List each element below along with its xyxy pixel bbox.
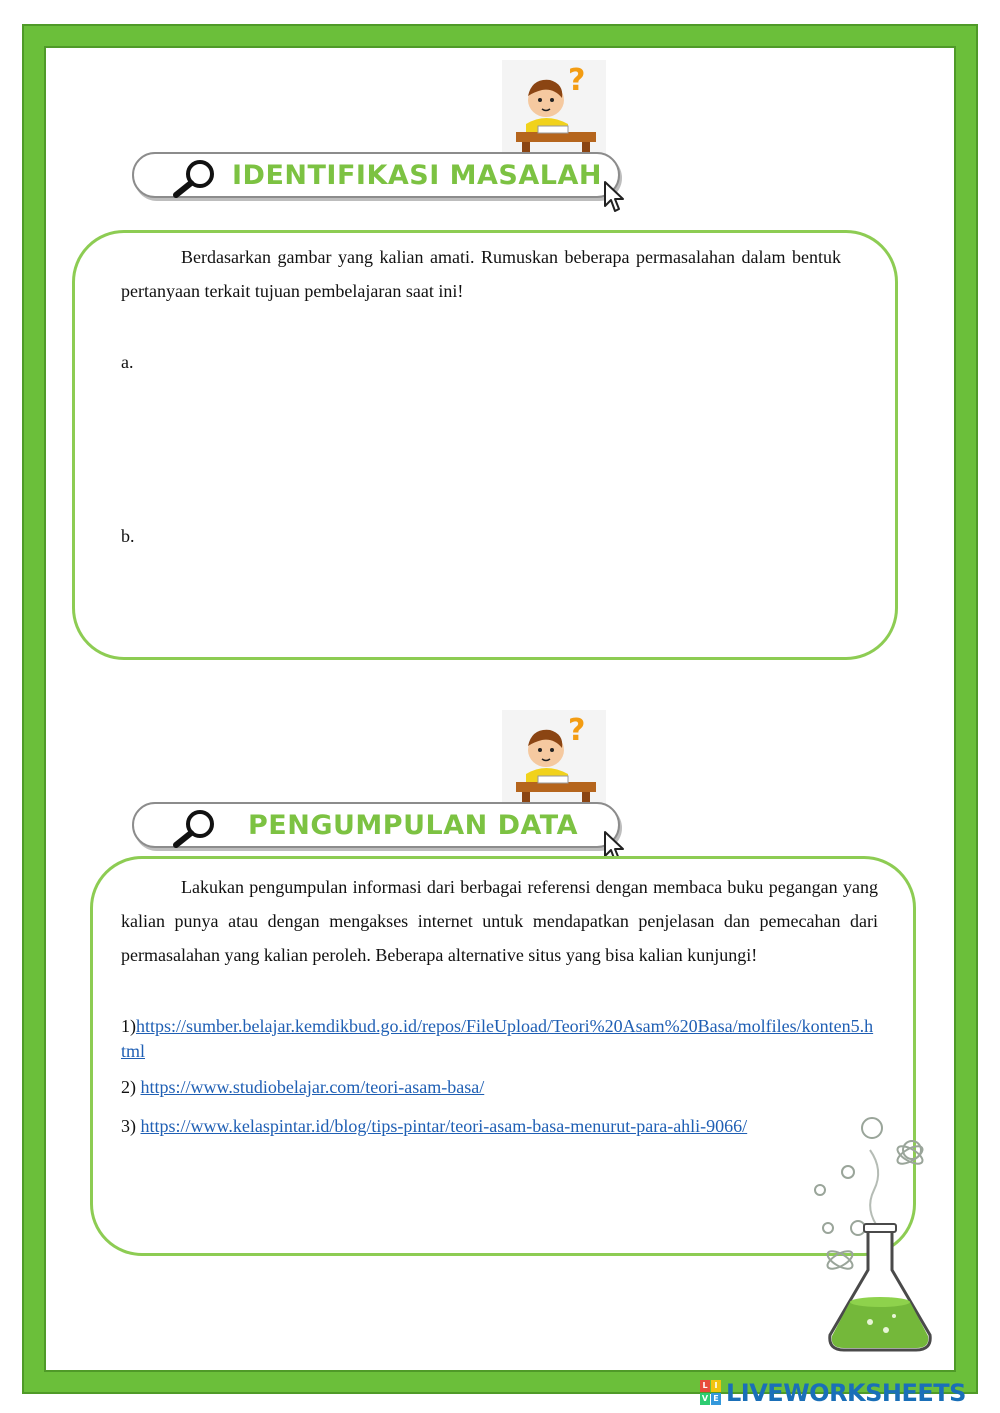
link-item-3: 3) https://www.kelaspintar.id/blog/tips-pintar/teori-asam-basa-menurut-para-ahli-9066/ [121, 1116, 748, 1136]
section-title: PENGUMPULAN DATA [248, 810, 579, 841]
brand-name: LIVEWORKSHEETS [726, 1379, 966, 1407]
reference-link[interactable]: https://sumber.belajar.kemdikbud.go.id/repos/FileUpload/Teori%20Asam%20Basa/molfiles/konten5.html [121, 1016, 874, 1061]
live-badge-icon: L I V E [700, 1380, 722, 1406]
svg-text:?: ? [568, 713, 586, 748]
pointer-icon [602, 180, 628, 214]
thinking-kid-image [502, 60, 606, 160]
reference-link[interactable]: https://www.studiobelajar.com/teori-asam-basa/ [140, 1077, 485, 1097]
answer-label-a: a. [121, 352, 134, 372]
svg-text:?: ? [568, 63, 586, 98]
magnifier-icon [170, 808, 220, 848]
section-header-pengumpulan [132, 802, 620, 848]
section-header-identifikasi [132, 152, 620, 198]
thinking-kid-image [502, 710, 606, 810]
flask-icon [800, 1110, 950, 1360]
answer-label-b: b. [121, 526, 135, 546]
brand-logo [700, 1378, 966, 1408]
section-title: IDENTIFIKASI MASALAH [232, 160, 602, 191]
link-item-2: 2) https://www.studiobelajar.com/teori-asam-basa/ [121, 1077, 485, 1097]
instruction-text: Lakukan pengumpulan informasi dari berbagai referensi dengan membaca buku pegangan yang kalian punya atau dengan mengakses internet untuk mendapatkan penjelasan dan pemecahan dari permasalahan yang kalian peroleh. Beberapa alternative situs yang bisa kalian kunjungi! [121, 877, 878, 965]
magnifier-icon [170, 158, 220, 198]
instruction-text: Berdasarkan gambar yang kalian amati. Rumuskan beberapa permasalahan dalam bentuk pertanyaan terkait tujuan pembelajaran saat ini! [121, 247, 841, 301]
link-item-1: 1)https://sumber.belajar.kemdikbud.go.id/repos/FileUpload/Teori%20Asam%20Basa/molfiles/konten5.html [121, 1016, 874, 1061]
reference-link[interactable]: https://www.kelaspintar.id/blog/tips-pintar/teori-asam-basa-menurut-para-ahli-9066/ [140, 1116, 748, 1136]
